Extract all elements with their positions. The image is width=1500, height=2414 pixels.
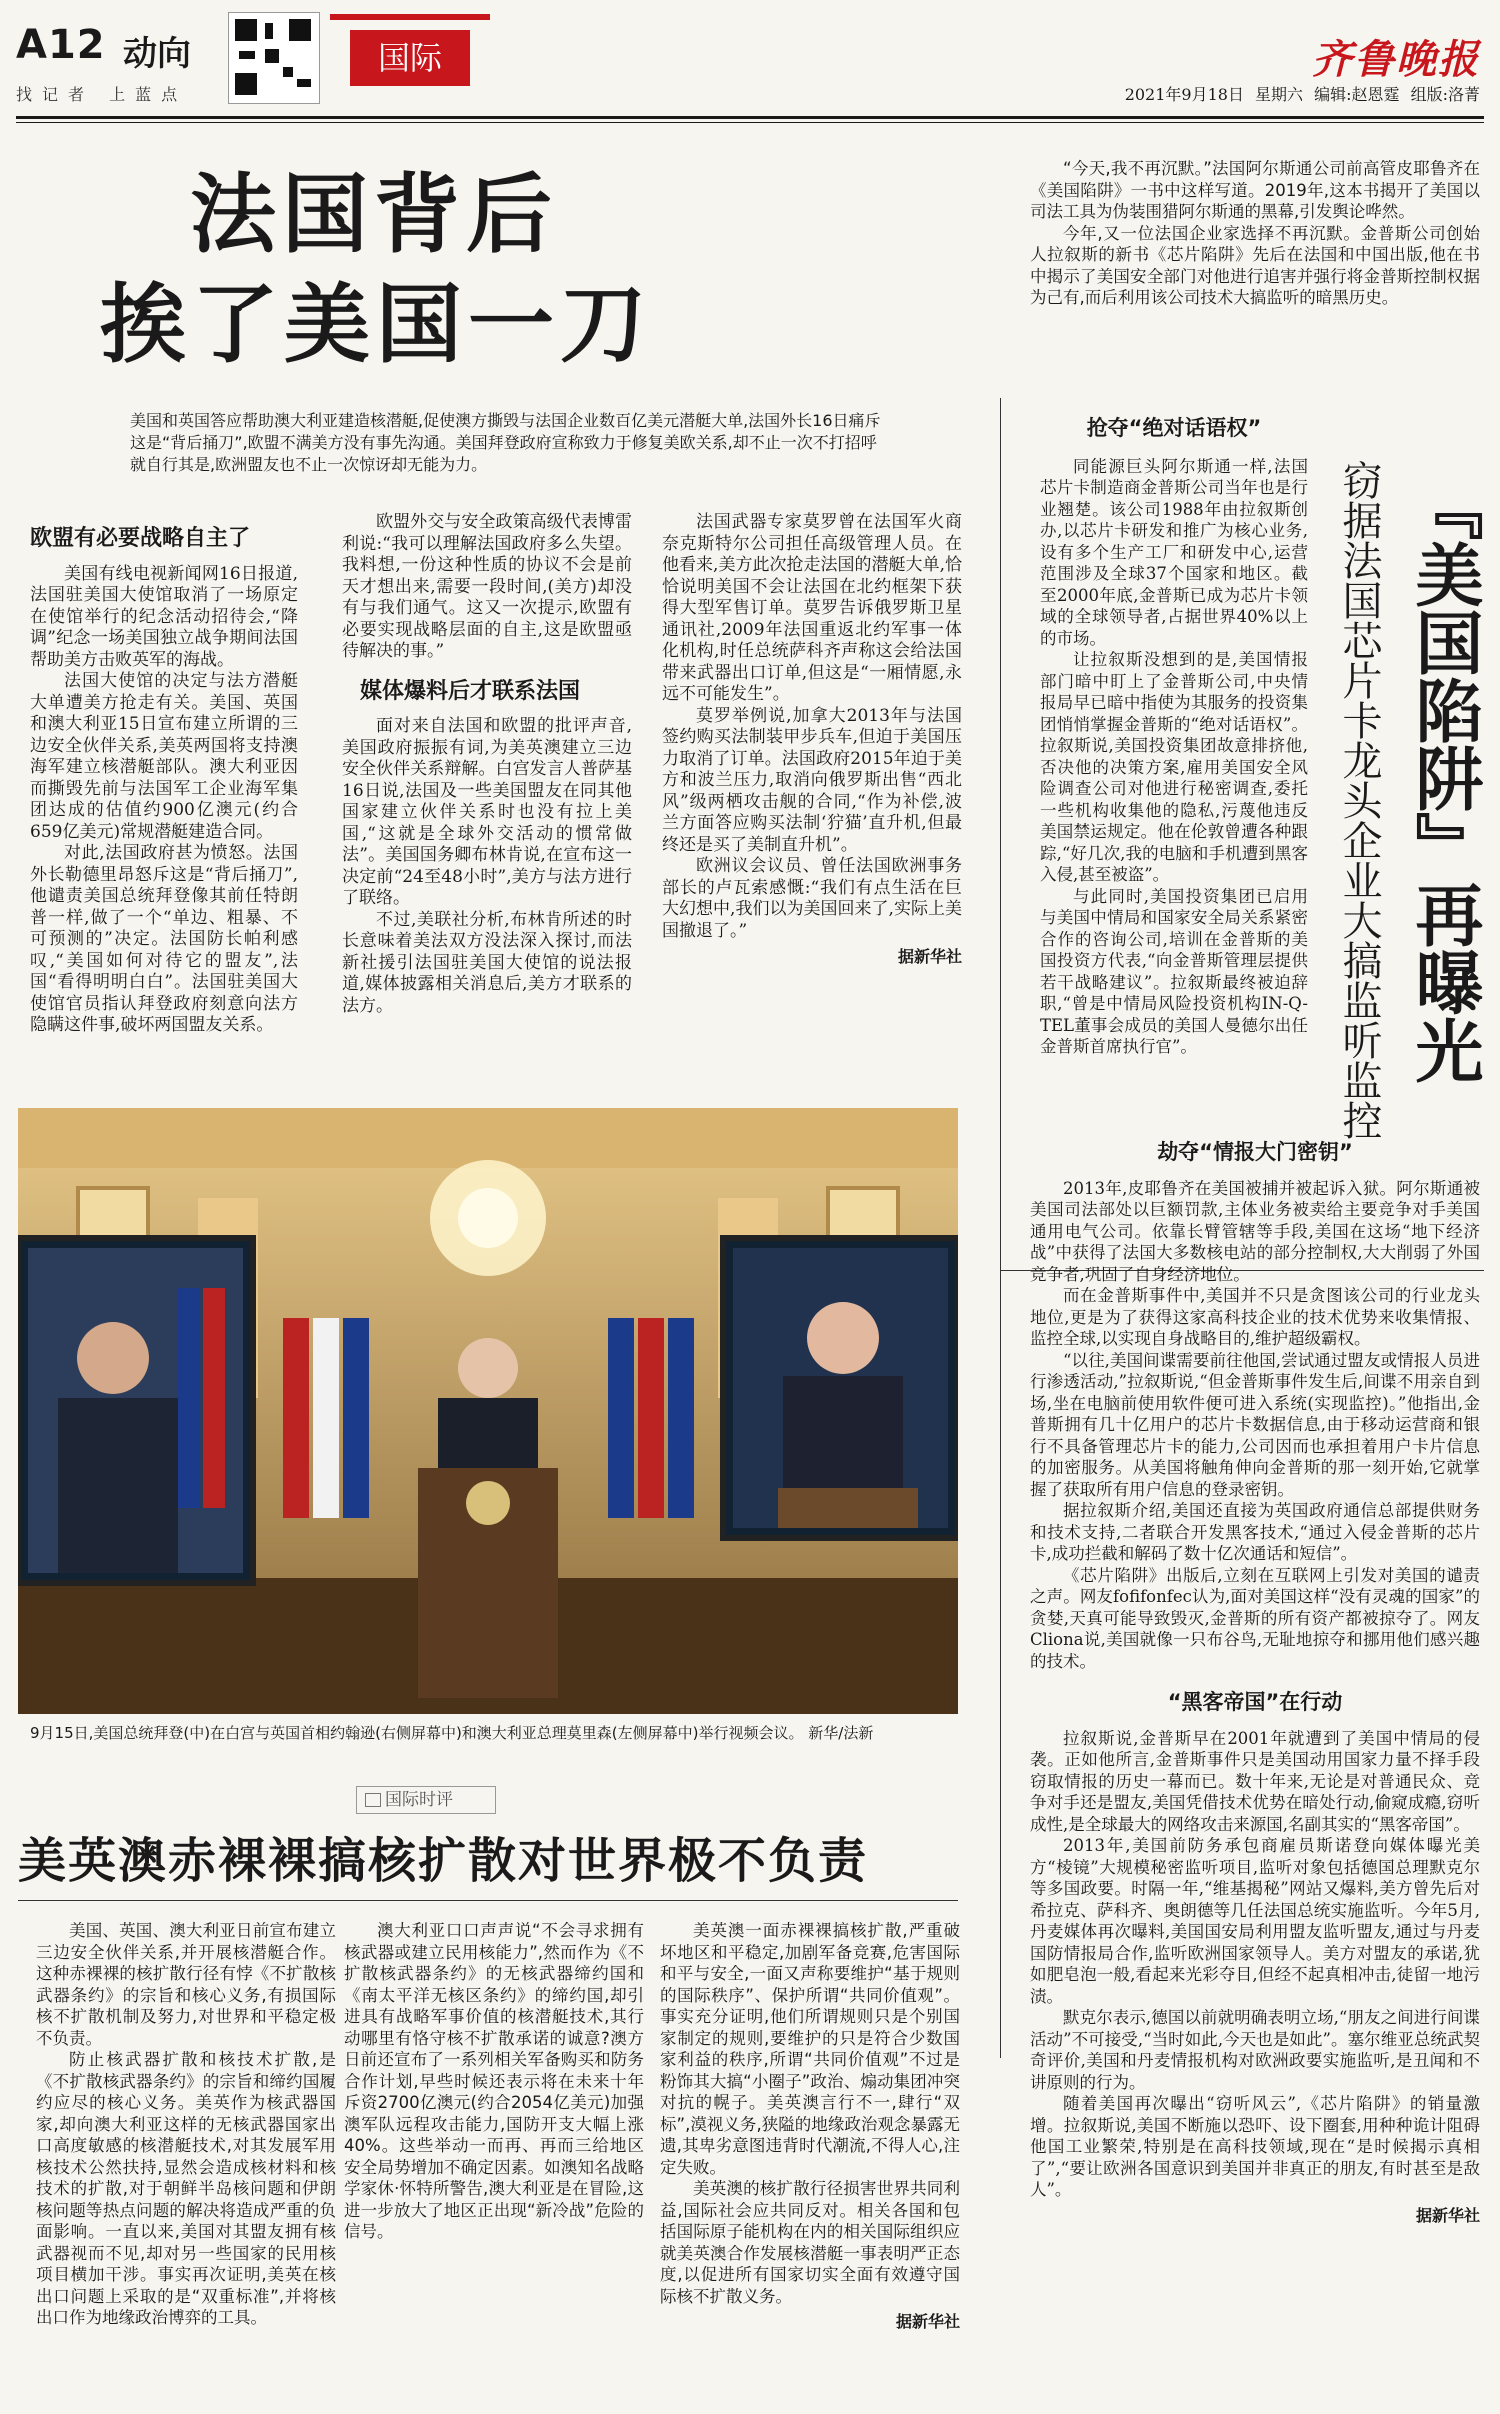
right-intro — [1030, 158, 1480, 309]
paragraph: 同能源巨头阿尔斯通一样,法国芯片卡制造商金普斯公司当年也是行业翘楚。该公司1988年由拉叙斯创办,以芯片卡研发和推广为核心业务,设有多个生产工厂和研发中心,运营范围涉及全球37个国家和地区。截至2000年底,金普斯已成为芯片卡领域的全球领导者,占据世界40%以上的市场。 — [1040, 456, 1308, 648]
article-col-1 — [30, 528, 298, 1037]
qr-code-icon[interactable] — [228, 12, 320, 104]
paragraph: 美英澳一面赤裸裸搞核扩散,严重破坏地区和平稳定,加剧军备竞赛,危害国际和平与安全,一面又声称要维护“基于规则的国际秩序”、保护所谓“共同价值观”。事实充分证明,他们所谓规则只是个别国家制定的规则,要维护的只是符合少数国家利益的秩序,所谓“共同价值观”不过是粉饰其大搞“小圈子”政治、煽动集团冲突对抗的幌子。美英澳言行不一,肆行“双标”,漠视义务,狭隘的地缘政治观念暴露无遗,其卑劣意图违背时代潮流,不得人心,注定失败。 — [660, 1921, 960, 2177]
commentary-tag-icon — [365, 1793, 381, 1807]
paragraph: “今天,我不再沉默。”法国阿尔斯通公司前高管皮耶鲁齐在《美国陷阱》一书中这样写道。2019年,这本书揭开了美国以司法工具为伪装围猎阿尔斯通的黑幕,引发舆论哗然。 — [1030, 159, 1480, 221]
headline-line-2: 挨了美国一刀 — [100, 275, 652, 375]
commentary-credit: 据新华社 — [895, 2312, 960, 2331]
news-photo — [18, 1108, 958, 1714]
commentary-col-2 — [344, 1920, 644, 2243]
main-headline — [100, 160, 652, 380]
photo-caption: 9月15日,美国总统拜登(中)在白宫与英国首相约翰逊(右侧屏幕中)和澳大利亚总理莫里森(左侧屏幕中)举行视频会议。 新华/法新 — [30, 1724, 874, 1742]
right-article-middle — [1030, 1142, 1480, 2226]
paragraph: 2013年,美国前防务承包商雇员斯诺登向媒体曝光美方“棱镜”大规模秘密监听项目,监听对象包括德国总理默克尔等多国政要。时隔一年,“维基揭秘”网站又爆料,美方曾先后对希拉克、萨科齐、奥朗德等几任法国总统实施监听。今年5月,丹麦媒体再次曝料,美国国安局利用盟友监听盟友,通过与丹麦国防情报局合作,监听欧洲国家领导人。美方对盟友的承诺,犹如肥皂泡一般,看起来光彩夺目,但经不起真相冲击,徒留一地污渍。 — [1030, 1836, 1480, 2006]
paragraph: 让拉叙斯没想到的是,美国情报部门暗中盯上了金普斯公司,中央情报局早已暗中指使为其服务的投资集团悄悄掌握金普斯的“绝对话语权”。拉叙斯说,美国投资集团故意排挤他,否决他的决策方案,雇用美国安全风险调查公司对他进行秘密调查,委托一些机构收集他的隐私,污蔑他违反美国禁运规定。他在伦敦曾遭各种跟踪,“好几次,我的电脑和手机遭到黑客入侵,甚至被盗”。 — [1040, 650, 1308, 884]
header-rule — [16, 116, 1484, 119]
section-name: 动向 — [123, 34, 191, 74]
commentary-tag-label: 国际时评 — [385, 1790, 453, 1810]
paragraph: 2013年,皮耶鲁齐在美国被捕并被起诉入狱。阿尔斯通被美国司法部处以巨额罚款,主体业务被卖给主要竞争对手美国通用电气公司。依靠长臂管辖等手段,美国在这场“地下经济战”中获得了法国大多数核电站的部分控制权,大大削弱了外国竞争者,巩固了自身经济地位。 — [1030, 1178, 1480, 1284]
feature-subheadline: 窃据法国芯片卡龙头企业大搞监听监控 — [1336, 460, 1382, 1140]
paragraph: 美国有线电视新闻网16日报道,法国驻美国大使馆取消了一场原定在使馆举行的纪念活动招待会,“降调”纪念一场美国独立战争期间法国帮助美方击败英军的海战。 — [30, 563, 298, 670]
commentary-tag — [356, 1786, 496, 1814]
paragraph: 据拉叙斯介绍,美国还直接为英国政府通信总部提供财务和技术支持,二者联合开发黑客技术,“通过入侵金普斯的芯片卡,成功拦截和解码了数十亿次通话和短信”。 — [1030, 1501, 1480, 1563]
paragraph: 莫罗举例说,加拿大2013年与法国签约购买法制装甲步兵车,但迫于美国压力取消了订单。法国政府2015年迫于美方和波兰压力,取消向俄罗斯出售“西北风”级两栖攻击舰的合同,“作为补偿,波兰方面答应购买法制‘狞猫’直升机,但最终还是买了美制直升机”。 — [662, 705, 962, 855]
paragraph: 欧洲议会议员、曾任法国欧洲事务部长的卢瓦索感慨:“我们有点生活在巨大幻想中,我们以为美国回来了,实际上美国撤退了。” — [662, 856, 962, 941]
paragraph: 美英澳的核扩散行径损害世界共同利益,国际社会应共同反对。相关各国和包括国际原子能机构在内的相关国际组织应就美英澳合作发展核潜艇一事表明严正态度,以促进所有国家切实全面有效遵守国际核不扩散义务。 — [660, 2179, 960, 2306]
subhead-r2: 劫夺“情报大门密钥” — [1157, 1140, 1353, 1164]
paragraph: 对此,法国政府甚为愤怒。法国外长勒德里昂怒斥这是“背后捅刀”,他谴责美国总统拜登像其前任特朗普一样,做了一个“单边、粗暴、不可预测的”决定。法国防长帕利感叹,“美国如何对待它的盟友”,法国“看得明明白白”。法国驻美国大使馆官员指认拜登政府刻意向法方隐瞒这件事,破坏两国盟友关系。 — [30, 843, 298, 1035]
paragraph: 防止核武器扩散和核技术扩散,是《不扩散核武器条约》的宗旨和缔约国履约应尽的核心义务。美英作为核武器国家,却向澳大利亚这样的无核武器国家出口高度敏感的核潜艇技术,对其发展军用核技术公然扶持,显然会造成核材料和核技术的扩散,对于朝鲜半岛核问题和伊朗核问题等热点问题的解决将造成严重的负面影响。一直以来,美国对其盟友拥有核武器视而不见,却对另一些国家的民用核项目横加干涉。事实再次证明,美英在核出口问题上采取的是“双重标准”,并将核出口作为地缘政治博弈的工具。 — [36, 2050, 336, 2327]
paragraph: 与此同时,美国投资集团已启用与美国中情局和国家安全局关系紧密合作的咨询公司,培训在金普斯的美国投资方代表,“向金普斯管理层提供若干战略建议”。拉叙斯最终被迫辞职,“曾是中情局风险投资机构IN-Q-TEL董事会成员的美国人曼德尔出任金普斯首席执行官”。 — [1040, 886, 1308, 1056]
section-tag: 国际 — [350, 30, 470, 86]
paragraph: 而在金普斯事件中,美国并不只是贪图该公司的行业龙头地位,更是为了获得这家高科技企业的技术优势来收集情报、监控全球,以实现自身战略目的,维护超级霸权。 — [1030, 1286, 1480, 1348]
paragraph: 默克尔表示,德国以前就明确表明立场,“朋友之间进行间谍活动”不可接受,“当时如此,今天也是如此”。塞尔维亚总统武契奇评价,美国和丹麦情报机构对欧洲政要实施监听,是丑闻和不讲原则的行为。 — [1030, 2008, 1480, 2092]
subhead-1: 欧盟有必要战略自主了 — [30, 526, 251, 551]
paragraph: 面对来自法国和欧盟的批评声音,美国政府振振有词,为美英澳建立三边安全伙伴关系辩解。白宫发言人普萨基16日说,法国及一些美国盟友在同其他国家建立伙伴关系时也没有拉上美国,“这就是全球外交活动的惯常做法”。美国国务卿布林肯说,在宣布这一决定前“24至48小时”,美方与法方进行了联络。 — [342, 716, 632, 908]
subhead-r3: “黑客帝国”在行动 — [1167, 1690, 1343, 1714]
tag-decoration — [330, 14, 490, 20]
paragraph: 随着美国再次曝出“窃听风云”,《芯片陷阱》的销量激增。拉叙斯说,美国不断施以恐吓、设下圈套,用种种诡计阻碍他国工业繁荣,特别是在高科技领域,现在“是时候揭示真相了”,“要让欧洲各国意识到美国并非真正的朋友,有时甚至是敌人”。 — [1030, 2094, 1480, 2199]
commentary-headline: 美英澳赤裸裸搞核扩散对世界极不负责 — [18, 1833, 869, 1889]
article-col-2 — [342, 512, 632, 1017]
column-divider — [1000, 398, 1001, 2058]
header-rule-thin — [16, 122, 1484, 123]
right-credit: 据新华社 — [1415, 2205, 1480, 2225]
photo-illustration — [18, 1108, 958, 1714]
feature-headline: 『美国陷阱』再曝光 — [1404, 472, 1483, 1084]
subhead-r1: 抢夺“绝对话语权” — [1086, 416, 1262, 440]
article-col-3 — [662, 512, 962, 968]
header-slogan: 找记者 上蓝点 — [16, 85, 188, 104]
paragraph: 《芯片陷阱》出版后,立刻在互联网上引发对美国的谴责之声。网友fofifonfec认为,面对美国这样“没有灵魂的国家”的贪婪,天真可能导致毁灭,金普斯的所有资产都被掠夺了。网友Cliona说,美国就像一只布谷鸟,无耻地掠夺和挪用他们感兴趣的技术。 — [1030, 1565, 1480, 1671]
paragraph: 拉叙斯说,金普斯早在2001年就遭到了美国中情局的侵袭。正如他所言,金普斯事件只是美国动用国家力量不择手段窃取情报的历史一幕而已。数十年来,无论是对普通民众、竞争对手还是盟友,美国凭借技术优势在暗处行动,偷窥成瘾,窃听成性,是全球最大的网络攻击来源国,名副其实的“黑客帝国”。 — [1030, 1728, 1480, 1834]
masthead: 齐鲁晚报 — [1312, 36, 1480, 83]
issue-meta: 2021年9月18日 星期六 编辑:赵恩霆 组版:洛菁 — [1124, 85, 1480, 104]
commentary-col-3 — [660, 1920, 960, 2333]
paragraph: 今年,又一位法国企业家选择不再沉默。金普斯公司创始人拉叙斯的新书《芯片陷阱》先后在法国和中国出版,他在书中揭示了美国安全部门对他进行追害并强行将金普斯控制权据为己有,而后利用该公司技术大搞监听的暗黑历史。 — [1030, 223, 1480, 307]
paragraph: 不过,美联社分析,布林肯所述的时长意味着美法双方没法深入探讨,而法新社援引法国驻美国大使馆的说法报道,媒体披露相关消息后,美方才联系的法方。 — [342, 909, 632, 1016]
subhead-2: 媒体爆料后才联系法国 — [360, 678, 581, 704]
page-number: A12 — [16, 22, 106, 68]
paragraph: 法国大使馆的决定与法方潜艇大单遭美方抢走有关。美国、英国和澳大利亚15日宣布建立所谓的三边安全伙伴关系,美英两国将支持澳海军建立核潜艇部队。澳大利亚因而撕毁先前与法国军工企业海军集团达成的估值约900亿澳元(约合659亿美元)常规潜艇建造合同。 — [30, 671, 298, 842]
commentary-rule — [18, 1900, 958, 1901]
paragraph: 法国武器专家莫罗曾在法国军火商奈克斯特尔公司担任高级管理人员。在他看来,美方此次抢走法国的潜艇大单,恰恰说明美国不会让法国在北约框架下获得大型军售订单。莫罗告诉俄罗斯卫星通讯社,2009年法国重返北约军事一体化机构,时任总统萨科齐声称这会给法国带来武器出口订单,但这是“一厢情愿,永远不可能发生”。 — [662, 512, 962, 704]
paragraph: “以往,美国间谍需要前往他国,尝试通过盟友或情报人员进行渗透活动,”拉叙斯说,“但金普斯事件发生后,间谍不用亲自到场,坐在电脑前使用软件便可进入系统(实现监控)。”他指出,金普斯拥有几十亿用户的芯片卡数据信息,由于移动运营商和银行不具备管理芯片卡的能力,公司因而也承担着用户卡片信息的加密服务。从美国将触角伸向金普斯的那一刻开始,它就掌握了获取所有用户信息的登录密钥。 — [1030, 1350, 1480, 1499]
paragraph: 澳大利亚口口声声说“不会寻求拥有核武器或建立民用核能力”,然而作为《不扩散核武器条约》的无核武器缔约国和《南太平洋无核区条约》的缔约国,却引进具有战略军事价值的核潜艇技术,其行动哪里有恪守核不扩散承诺的诚意?澳方日前还宣布了一系列相关军备购买和防务合作计划,早些时候还表示将在未来十年斥资2700亿澳元(约合2054亿美元)加强澳军队远程攻击能力,国防开支大幅上涨40%。这些举动一而再、再而三给地区安全局势增加不确定因素。如澳知名战略学家休·怀特所警告,澳大利亚是在冒险,这进一步放大了地区正出现“新冷战”危险的信号。 — [344, 1921, 644, 2241]
headline-line-1: 法国背后 — [190, 165, 558, 265]
commentary-col-1 — [36, 1920, 336, 2329]
lead-paragraph: 美国和英国答应帮助澳大利亚建造核潜艇,促使澳方撕毁与法国企业数百亿美元潜艇大单,法国外长16日痛斥这是“背后捅刀”,欧盟不满美方没有事先沟通。美国拜登政府宣称致力于修复美欧关系,却不止一次不打招呼就自行其是,欧洲盟友也不止一次惊讶却无能为力。 — [130, 411, 881, 474]
article-credit: 据新华社 — [897, 947, 962, 966]
right-article-top — [1040, 418, 1308, 1058]
paragraph: 欧盟外交与安全政策高级代表博雷利说:“我可以理解法国政府多么失望。我料想,一份这种性质的协议不会是前天才想出来,需要一段时间,(美方)却没有与我们通气。这又一次提示,欧盟有必要实现战略层面的自主,这是欧盟亟待解决的事。” — [342, 512, 632, 661]
paragraph: 美国、英国、澳大利亚日前宣布建立三边安全伙伴关系,并开展核潜艇合作。这种赤裸裸的核扩散行径有悖《不扩散核武器条约》的宗旨和核心义务,有损国际核不扩散机制及努力,对世界和平稳定极不负责。 — [36, 1921, 336, 2048]
